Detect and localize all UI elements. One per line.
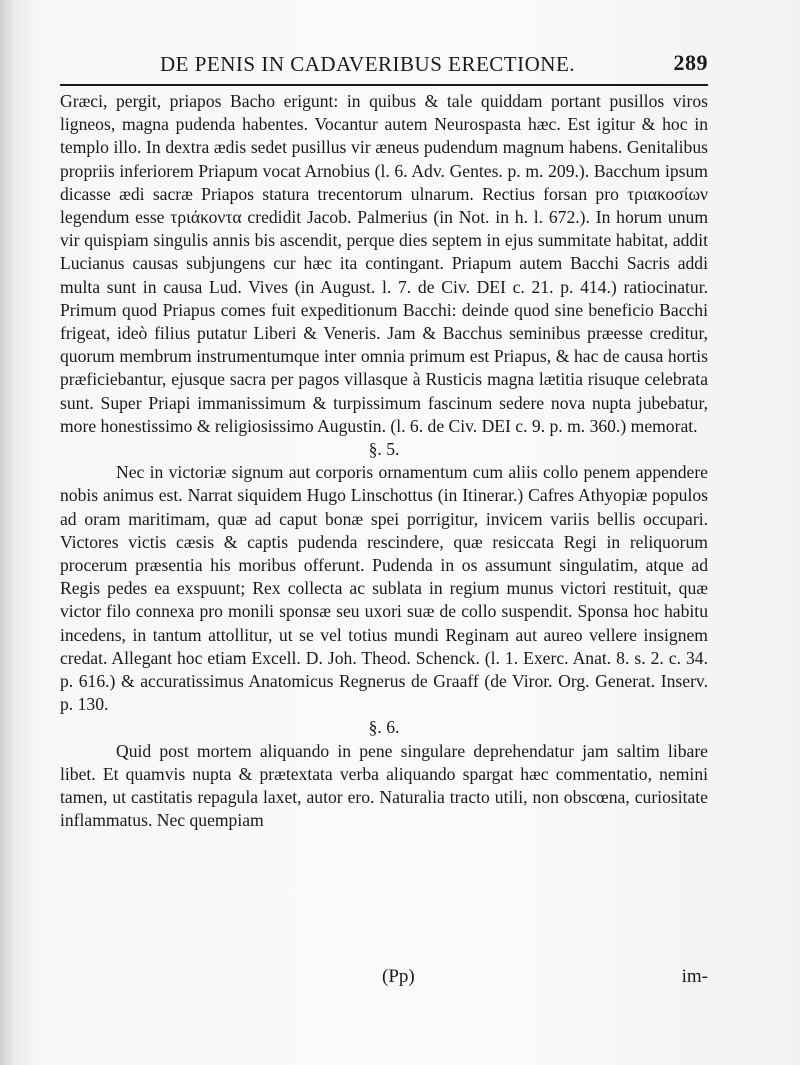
paragraph: Nec in victoriæ signum aut corporis ornamentum cum aliis collo penem appendere nobis animus est. Narrat siquidem Hugo Linschottus (in Itinerar.) Cafres Athyopiæ populos ad oram maritimam, quæ ad caput bonæ spei porrigitur, invicem variis bellis occupari. Victores victis cæsis & captis pudenda rescindere, quæ resiccata Regi in reliquorum procerum præsentia his moribus offerunt. Pudenda in os assumunt singulatim, atque ad Regis pedes ea exspuunt; Rex collecta ac sublata in regium munus victori restituit, quæ victor filo connexa pro monili sponsæ seu uxori suæ de collo suspendit. Sponsa hoc habitu incedens, in tantum attollitur, ut se vel totius mundi Reginam aut aureo vellere insignem credat. Allegant hoc etiam Excell. D. Joh. Theod. Schenck. (l. 1. Exerc. Anat. 8. s. 2. c. 34. p. 616.) & accuratissimus Anatomicus Regnerus de Graaff (de Viror. Org. Generat. Inserv. p. 130. (60, 462, 708, 715)
body-text (60, 90, 708, 833)
page-header (60, 50, 708, 82)
page-footer (60, 966, 708, 996)
page-number: 289 (673, 50, 708, 75)
paragraph: Quid post mortem aliquando in pene singulare deprehendatur jam saltim libare libet. Et quamvis nupta & prætextata verba aliquando spargat hæc commentatio, nemini tamen, ut castitatis repagula laxet, autor ero. Naturalia tracto utili, non obscœna, curiositate inflammatus. Nec quempiam (60, 740, 708, 831)
catchword: im- (681, 966, 708, 987)
paragraph: Græci, pergit, priapos Bacho erigunt: in quibus & tale quiddam portant pusillos viros ligneos, magna pudenda habentes. Vocantur autem Neurospasta hæc. Est igitur & hoc in templo illo. In dextra ædis sedet pusillus vir æneus pudendum magnum habens. Genitalibus propriis inferiorem Priapum vocat Arnobius (l. 6. Adv. Gentes. p. m. 209.). Bacchum ipsum dicasse ædi sacræ Priapos statura trecentorum ulnarum. Rectius forsan pro τριακοσίων legendum esse τριάκοντα credidit Jacob. Palmerius (in Not. in h. l. 672.). In horum unum vir quispiam singulis annis bis ascendit, perque dies septem in ejus summitate habitat, addit Lucianus causas subjungens cur hæc ita contingant. Priapum autem Bacchi Sacris addi multa sunt in causa Lud. Vives (in August. l. 7. de Civ. DEI c. 21. p. 414.) ratiocinatur. Primum quod Priapus comes fuit expeditionum Bacchi: deinde quod sine beneficio Bacchi frigeat, ideò filius putatur Liberi & Veneris. Jam & Bacchus seminibus præesse creditur, quorum membrum instrumentumque inter omnia primum est Priapus, & hac de causa hortis præficiebantur, ejusque sacra per pagos villasque à Rusticis magna lætitia risuque celebrata sunt. Super Priapi immanissimum & turpissimum fascinum sedere nova nupta jubebatur, more honestissimo & religiosissimo Augustin. (l. 6. de Civ. DEI c. 9. p. m. 360.) memorat. (60, 91, 708, 436)
running-title: DE PENIS IN CADAVERIBUS ERECTIONE. (160, 52, 576, 76)
section-heading: §. 5. (368, 439, 400, 460)
header-rule (60, 84, 708, 86)
signature-mark: (Pp) (382, 966, 415, 987)
section-heading: §. 6. (368, 717, 400, 738)
